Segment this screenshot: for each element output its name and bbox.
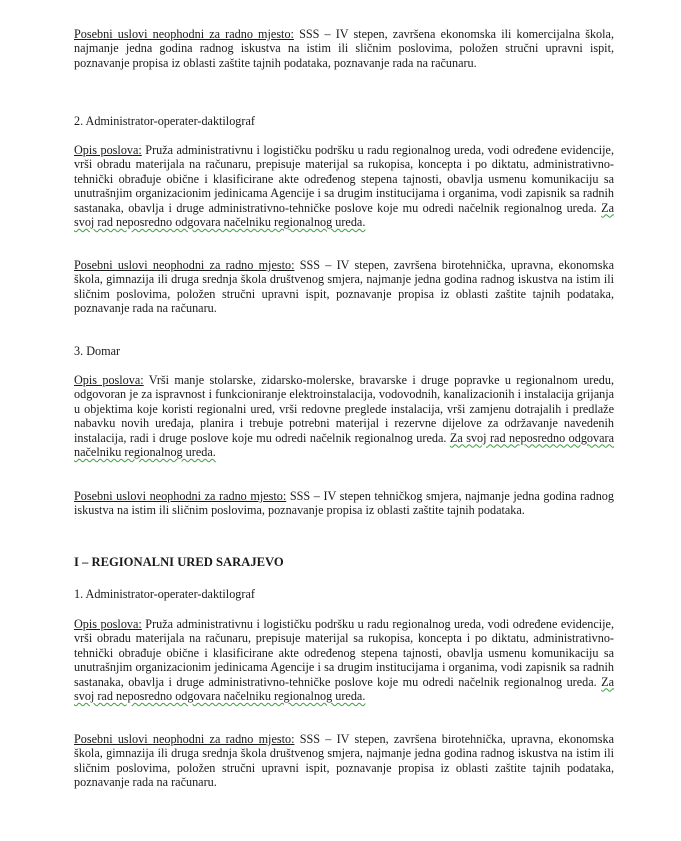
job-requirements (74, 258, 614, 316)
job-description (74, 617, 614, 703)
reporting-line: Za svoj rad neposredno odgovara načelniku regionalnog ureda. (74, 200, 614, 230)
section-title: I – REGIONALNI URED SARAJEVO (74, 555, 284, 569)
requirements-text: SSS – IV stepen, završena birotehnička, upravna, ekonomska škola, gimnazija ili druga srednja škola društvenog smjera, najmanje jedna godina radnog iskustva na istim ili sličnim poslovima, položen stručni upravni ispit, poznavanje propisa iz oblasti zaštite tajnih podataka, poznavanje rada na računaru. (74, 732, 614, 790)
description-label: Opis poslova: (74, 617, 142, 631)
requirements-label: Posebni uslovi neophodni za radno mjesto: (74, 27, 294, 41)
requirements-text: SSS – IV stepen tehničkog smjera, najmanje jedna godina radnog iskustva na istim ili sličnim poslovima, poznavanje propisa iz oblasti zaštite tajnih podataka. (74, 489, 614, 518)
description-text: Pruža administrativnu i logističku podršku u radu regionalnog ureda, vodi određene evidencije, vrši obradu materijala na računaru, prepisuje materijal sa rukopisa, koncepta i po diktatu, administrativno-tehnički obrađuje obične i klasificirane akte određenog stepena tajnosti, obavlja usmenu komunikaciju sa unutrašnjim organizacionim jedinicama Agencije i sa drugim institucijama i organima, vodi zapisnik sa radnih sastanaka, obavlja i druge administrativno-tehničke poslove koje mu odredi načelnik regionalnog ureda. (74, 617, 614, 689)
requirements-text: SSS – IV stepen, završena ekonomska ili komercijalna škola, najmanje jedna godina radnog iskustva na istim ili sličnim poslovima, položen stručni upravni ispit, poznavanje propisa iz oblasti zaštite tajnih podataka, poznavanje rada na računaru. (74, 27, 614, 70)
description-label: Opis poslova: (74, 143, 142, 157)
job-requirements (74, 489, 614, 518)
job-description (74, 373, 614, 459)
job-heading: 1. Administrator-operater-daktilograf (74, 587, 255, 601)
job-requirements (74, 732, 614, 790)
requirements-label: Posebni uslovi neophodni za radno mjesto: (74, 258, 295, 272)
requirements-label: Posebni uslovi neophodni za radno mjesto: (74, 732, 295, 746)
requirements-text: SSS – IV stepen, završena birotehnička, upravna, ekonomska škola, gimnazija ili druga srednja škola društvenog smjera, najmanje jedna godina radnog iskustva na istim ili sličnim poslovima, položen stručni upravni ispit, poznavanje propisa iz oblasti zaštite tajnih podataka, poznavanje rada na računaru. (74, 258, 614, 316)
job-description (74, 143, 614, 229)
description-label: Opis poslova: (74, 373, 144, 387)
description-text: Pruža administrativnu i logističku podršku u radu regionalnog ureda, vodi određene evidencije, vrši obradu materijala na računaru, prepisuje materijal sa rukopisa, koncepta i po diktatu, administrativno-tehnički obrađuje obične i klasificirane akte određenog stepena tajnosti, obavlja usmenu komunikaciju sa unutrašnjim organizacionim jedinicama Agencije i sa drugim institucijama i organima, vodi zapisnik sa radnih sastanaka, obavlja i druge administrativno-tehničke poslove koje mu odredi načelnik regionalnog ureda. (74, 143, 614, 215)
intro-requirements (74, 27, 614, 70)
requirements-label: Posebni uslovi neophodni za radno mjesto: (74, 489, 287, 503)
reporting-line: Za svoj rad neposredno odgovara načelniku regionalnog ureda. (74, 430, 614, 460)
description-text: Vrši manje stolarske, zidarsko-molerske, bravarske i druge popravke u regionalnom uredu, odgovoran je za ispravnost i funkcioniranje elektroinstalacija, vodovodnih, kanalizacionih i instalacija grijanja u objektima koje koristi regionalni ured, vrši redovne preglede instalacija, vrši zamjenu dotrajalih i predlaže nabavku novih uređaja, planira i trebuje potrebni materijal i rezervne dijelove za održavanje navedenih instalacija, radi i druge poslove koje mu odredi načelnik regionalnog ureda. (74, 373, 614, 445)
job-heading: 3. Domar (74, 344, 121, 358)
reporting-line: Za svoj rad neposredno odgovara načelniku regionalnog ureda. (74, 674, 614, 704)
job-heading: 2. Administrator-operater-daktilograf (74, 114, 255, 128)
